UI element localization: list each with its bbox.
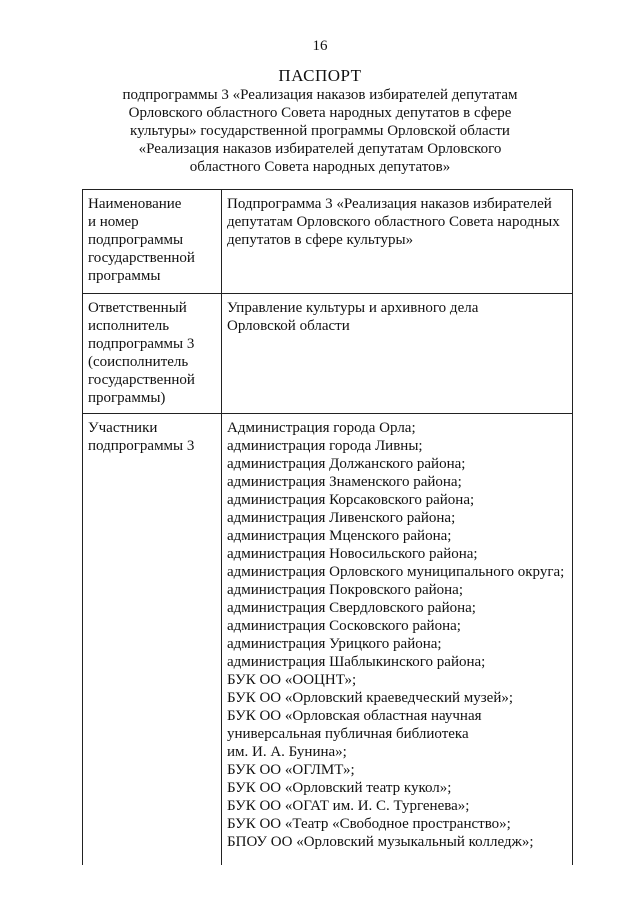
label-line: программы	[88, 268, 161, 284]
label-line: Участники	[88, 420, 158, 436]
participant-line: БУК ОО «ОГАТ им. И. С. Тургенева»;	[227, 798, 470, 814]
participant-line: администрация Урицкого района;	[227, 636, 442, 652]
page-number: 16	[312, 38, 328, 54]
label-line: и номер	[88, 214, 139, 230]
participant-line: администрация города Ливны;	[227, 438, 423, 454]
label-line: подпрограммы 3	[88, 438, 195, 454]
participant-line: им. И. А. Бунина»;	[227, 744, 347, 760]
participant-line: администрация Мценского района;	[227, 528, 452, 544]
value-line: депутатам Орловского областного Совета народных	[227, 214, 560, 230]
participant-line: администрация Знаменского района;	[227, 474, 462, 490]
subtitle-line: культуры» государственной программы Орловской области	[130, 123, 510, 139]
label-line: (соисполнитель	[88, 354, 189, 370]
participant-line: БУК ОО «ООЦНТ»;	[227, 672, 357, 688]
row-label-cell	[83, 294, 222, 414]
label-line: подпрограммы	[88, 232, 184, 248]
participant-line: администрация Должанского района;	[227, 456, 466, 472]
value-line: Подпрограмма 3 «Реализация наказов избирателей	[227, 196, 552, 212]
row-label-cell	[83, 190, 222, 294]
label-line: Наименование	[88, 196, 182, 212]
table-row	[83, 414, 573, 866]
participant-line: БУК ОО «Театр «Свободное пространство»;	[227, 816, 511, 832]
label-line: государственной	[88, 250, 195, 266]
label-line: программы)	[88, 390, 166, 406]
row-value-cell	[222, 294, 573, 414]
participant-line: БУК ОО «Орловский театр кукол»;	[227, 780, 452, 796]
table-row	[83, 190, 573, 294]
participant-line: администрация Свердловского района;	[227, 600, 476, 616]
label-line: государственной	[88, 372, 195, 388]
value-line: Орловской области	[227, 318, 350, 334]
value-line: депутатов в сфере культуры»	[227, 232, 414, 248]
participant-line: БУК ОО «Орловский краеведческий музей»;	[227, 690, 514, 706]
table-row	[83, 294, 573, 414]
subtitle-line: «Реализация наказов избирателей депутатам Орловского	[138, 141, 502, 157]
document-subtitle	[60, 86, 580, 176]
document-heading	[60, 66, 580, 176]
participant-line: администрация Покровского района;	[227, 582, 463, 598]
passport-table	[82, 189, 573, 865]
participant-line: универсальная публичная библиотека	[227, 726, 469, 742]
value-line: Управление культуры и архивного дела	[227, 300, 479, 316]
subtitle-line: областного Совета народных депутатов»	[189, 159, 451, 175]
row-value-cell	[222, 190, 573, 294]
participant-line: администрация Шаблыкинского района;	[227, 654, 486, 670]
document-title: ПАСПОРТ	[278, 66, 362, 85]
label-line: подпрограммы 3	[88, 336, 195, 352]
label-line: Ответственный	[88, 300, 187, 316]
label-line: исполнитель	[88, 318, 170, 334]
participant-line: БУК ОО «ОГЛМТ»;	[227, 762, 355, 778]
row-value-cell	[222, 414, 573, 866]
subtitle-line: подпрограммы 3 «Реализация наказов избирателей депутатам	[122, 87, 518, 103]
participant-line: БПОУ ОО «Орловский музыкальный колледж»;	[227, 834, 534, 850]
participant-line: администрация Ливенского района;	[227, 510, 456, 526]
participant-line: администрация Сосковского района;	[227, 618, 461, 634]
subtitle-line: Орловского областного Совета народных депутатов в сфере	[128, 105, 512, 121]
participant-line: администрация Орловского муниципального округа;	[227, 564, 565, 580]
row-label-cell	[83, 414, 222, 866]
participant-line: администрация Корсаковского района;	[227, 492, 475, 508]
participant-line: Администрация города Орла;	[227, 420, 416, 436]
participant-line: БУК ОО «Орловская областная научная	[227, 708, 482, 724]
participant-line: администрация Новосильского района;	[227, 546, 478, 562]
